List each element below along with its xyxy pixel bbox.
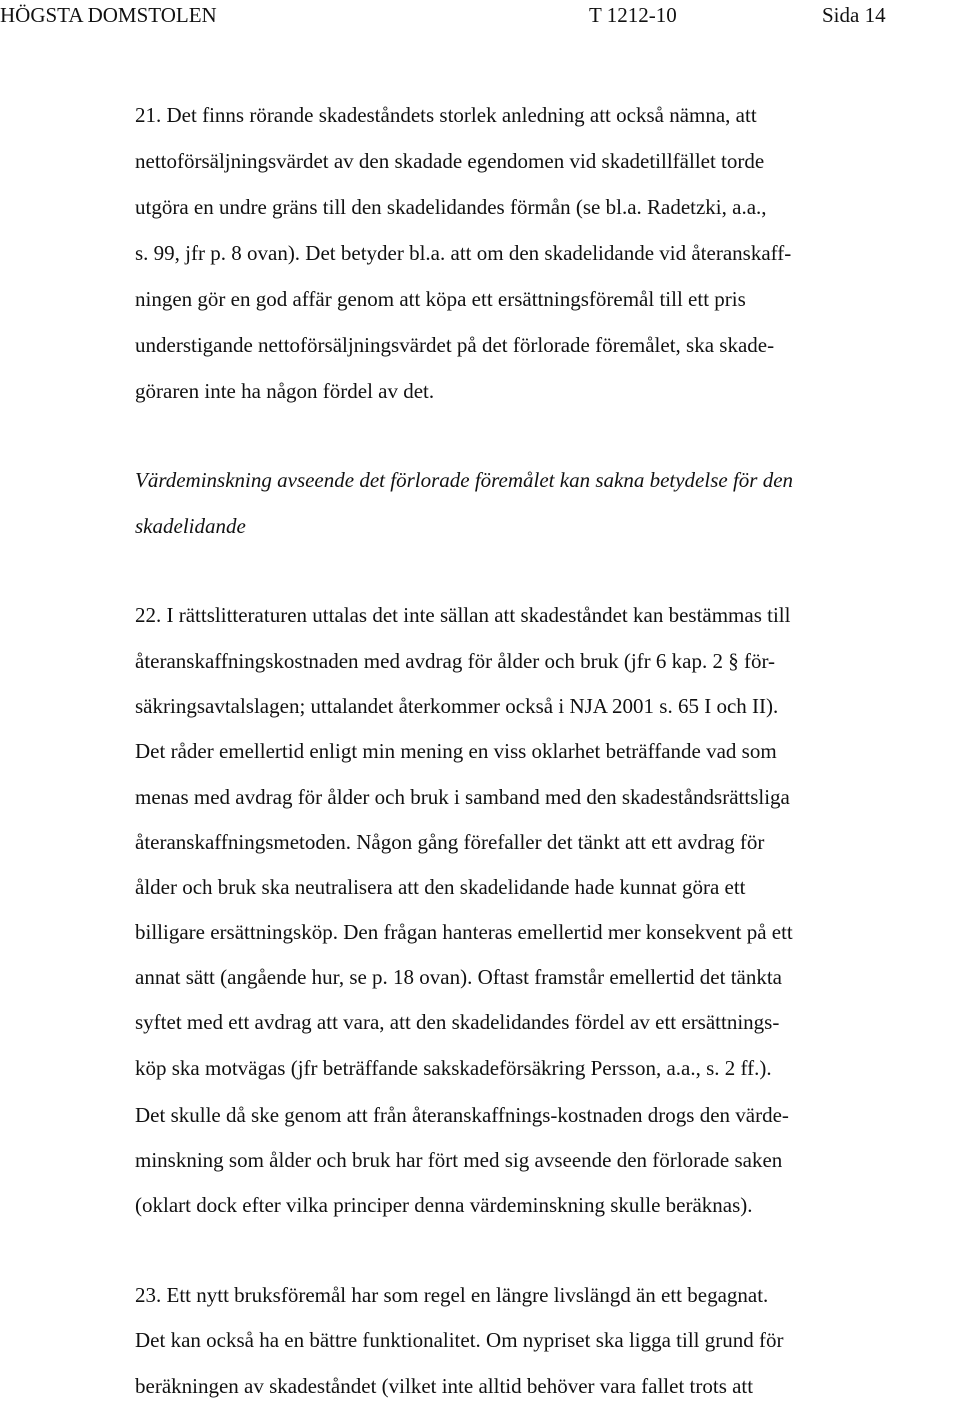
text-line: återanskaffningskostnaden med avdrag för ålder och bruk (jfr 6 kap. 2 § för- [135, 649, 776, 673]
text-line: Det skulle då ske genom att från återanskaffnings-kostnaden drogs den värde- [135, 1103, 789, 1127]
section-heading: skadelidande [135, 514, 246, 538]
text-line: Det råder emellertid enligt min mening en viss oklarhet beträffande vad som [135, 739, 777, 763]
text-line: beräkningen av skadeståndet (vilket inte alltid behöver vara fallet trots att [135, 1374, 754, 1398]
text-line: 22. I rättslitteraturen uttalas det inte sällan att skadeståndet kan bestämmas till [135, 603, 791, 627]
text-line: ningen gör en god affär genom att köpa ett ersättningsföremål till ett pris [135, 287, 746, 311]
text-line: 21. Det finns rörande skadeståndets storlek anledning att också nämna, att [135, 103, 757, 127]
text-line: s. 99, jfr p. 8 ovan). Det betyder bl.a. att om den skadelidande vid återanskaff- [135, 241, 792, 265]
section-heading: Värdeminskning avseende det förlorade föremålet kan sakna betydelse för den [135, 468, 794, 492]
text-line: återanskaffningsmetoden. Någon gång förefaller det tänkt att ett avdrag för [135, 830, 765, 854]
text-line: understigande nettoförsäljningsvärdet på det förlorade föremålet, ska skade- [135, 333, 775, 357]
text-line: annat sätt (angående hur, se p. 18 ovan). Oftast framstår emellertid det tänkta [135, 965, 783, 989]
text-line: 23. Ett nytt bruksföremål har som regel en längre livslängd än ett begagnat. [135, 1283, 769, 1307]
text-line: menas med avdrag för ålder och bruk i samband med den skadeståndsrättsliga [135, 785, 790, 809]
text-line: Det kan också ha en bättre funktionalitet. Om nypriset ska ligga till grund för [135, 1328, 784, 1352]
text-line: syftet med ett avdrag att vara, att den skadelidandes fördel av ett ersättnings- [135, 1010, 780, 1034]
text-line: nettoförsäljningsvärdet av den skadade egendomen vid skadetillfället torde [135, 149, 765, 173]
text-line: ålder och bruk ska neutralisera att den skadelidande hade kunnat göra ett [135, 875, 746, 899]
text-line: säkringsavtalslagen; uttalandet återkommer också i NJA 2001 s. 65 I och II). [135, 694, 779, 718]
court-name: HÖGSTA DOMSTOLEN [0, 3, 217, 27]
text-line: billigare ersättningsköp. Den frågan hanteras emellertid mer konsekvent på ett [135, 920, 793, 944]
text-line: köp ska motvägas (jfr beträffande sakskadeförsäkring Persson, a.a., s. 2 ff.). [135, 1056, 772, 1080]
page-number: Sida 14 [822, 3, 886, 27]
text-line: minskning som ålder och bruk har fört med sig avseende den förlorade saken [135, 1148, 783, 1172]
page-header [0, 3, 960, 35]
text-line: utgöra en undre gräns till den skadelidandes förmån (se bl.a. Radetzki, a.a., [135, 195, 767, 219]
text-line: (oklart dock efter vilka principer denna värdeminskning skulle beräknas). [135, 1193, 753, 1217]
text-line: göraren inte ha någon fördel av det. [135, 379, 435, 403]
case-number: T 1212-10 [589, 3, 677, 27]
